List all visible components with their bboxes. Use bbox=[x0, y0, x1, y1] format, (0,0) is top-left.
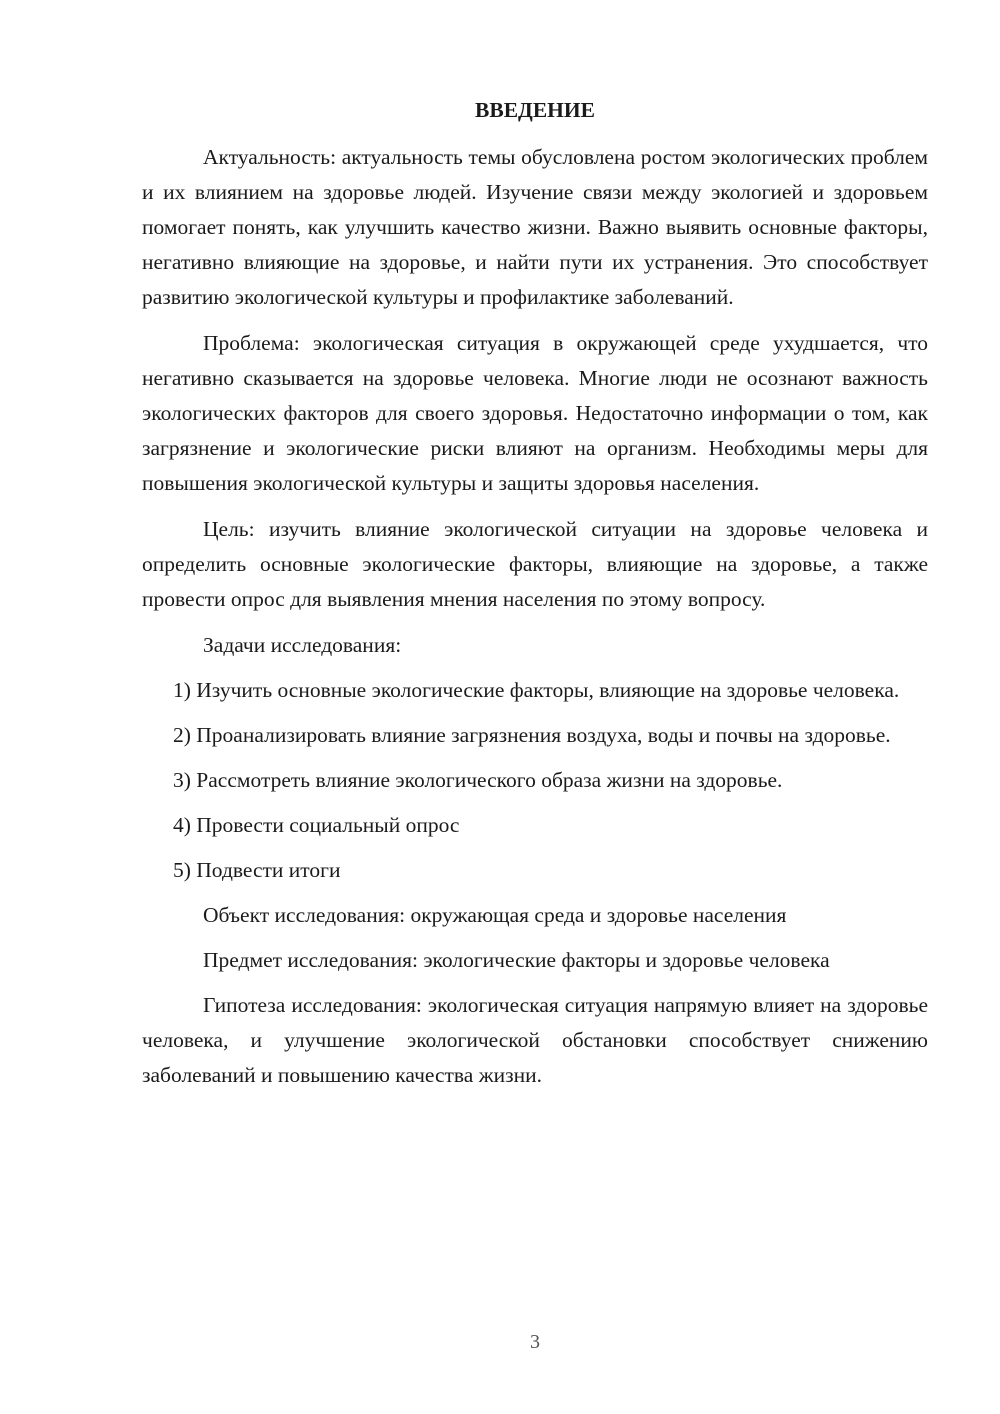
list-item: 5) Подвести итоги bbox=[173, 858, 341, 882]
list-item: 1) Изучить основные экологические факторы, влияющие на здоровье человека. bbox=[173, 678, 900, 702]
research-hypothesis: Гипотеза исследования: экологическая ситуация напрямую влияет на здоровье человека, и улучшение экологической обстановки способствует снижению заболеваний и повышению качества жизни. bbox=[142, 993, 928, 1087]
page-number: 3 bbox=[530, 1331, 540, 1353]
paragraph-problem: Проблема: экологическая ситуация в окружающей среде ухудшается, что негативно сказывается на здоровье человека. Многие люди не осознают важность экологических факторов для своего здоровья. Недостаточно информации о том, как загрязнение и экологические риски влияют на организм. Необходимы меры для повышения экологической культуры и защиты здоровья населения. bbox=[142, 331, 928, 495]
list-item: 4) Провести социальный опрос bbox=[173, 813, 460, 837]
list-item: 3) Рассмотреть влияние экологического образа жизни на здоровье. bbox=[173, 768, 783, 792]
tasks-heading: Задачи исследования: bbox=[203, 633, 402, 657]
page-title: ВВЕДЕНИЕ bbox=[475, 98, 595, 122]
document-page bbox=[142, 92, 928, 1104]
research-subject: Предмет исследования: экологические факторы и здоровье человека bbox=[203, 948, 830, 972]
list-item: 2) Проанализировать влияние загрязнения воздуха, воды и почвы на здоровье. bbox=[173, 723, 891, 747]
paragraph-goal: Цель: изучить влияние экологической ситуации на здоровье человека и определить основные экологические факторы, влияющие на здоровье, а также провести опрос для выявления мнения населения по этому вопросу. bbox=[142, 517, 928, 611]
paragraph-relevance: Актуальность: актуальность темы обусловлена ростом экологических проблем и их влиянием на здоровье людей. Изучение связи между экологией и здоровьем помогает понять, как улучшить качество жизни. Важно выявить основные факторы, негативно влияющие на здоровье, и найти пути их устранения. Это способствует развитию экологической культуры и профилактике заболеваний. bbox=[142, 145, 928, 309]
research-object: Объект исследования: окружающая среда и здоровье населения bbox=[203, 903, 787, 927]
tasks-list bbox=[142, 673, 928, 888]
